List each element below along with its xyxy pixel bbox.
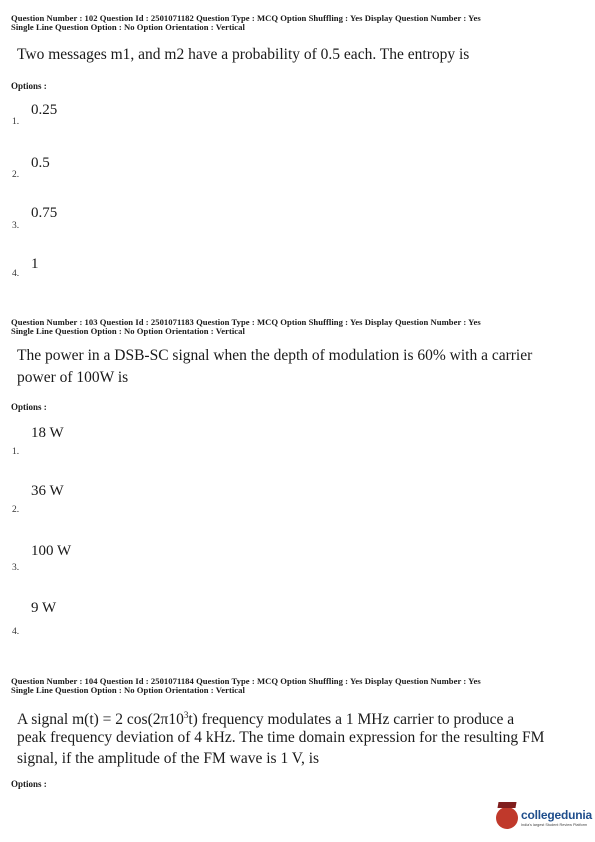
question-104-text-line1-pre: A signal m(t) = 2 cos(2π10 <box>17 711 184 729</box>
question-103-option-3-value: 100 W <box>31 543 72 559</box>
question-102-option-1-number: 1. <box>12 117 20 127</box>
question-103-option-4-number: 4. <box>12 627 20 637</box>
question-102-option-4-number: 4. <box>12 269 20 279</box>
logo-badge-icon <box>496 807 518 829</box>
question-104-text-line3: signal, if the amplitude of the FM wave is 1 V, is <box>17 750 320 767</box>
question-103-option-1-number: 1. <box>12 447 20 457</box>
question-102-option-2-number: 2. <box>12 170 20 180</box>
question-103-options-label: Options : <box>11 402 47 412</box>
question-103-option-2-number: 2. <box>12 505 20 515</box>
question-103-meta-line2: Single Line Question Option : No Option Orientation : Vertical <box>11 326 245 336</box>
question-103-option-3-number: 3. <box>12 563 20 573</box>
question-103-option-2-value: 36 W <box>31 483 64 499</box>
question-104-text-line2: peak frequency deviation of 4 kHz. The time domain expression for the resulting FM <box>17 729 545 746</box>
question-103-option-4-value: 9 W <box>31 600 57 616</box>
question-102-option-3-number: 3. <box>12 221 20 231</box>
question-102-options-label: Options : <box>11 81 47 91</box>
question-102-option-2-value: 0.5 <box>31 155 50 171</box>
question-102-option-4-value: 1 <box>31 256 39 272</box>
question-103-option-1-value: 18 W <box>31 425 64 441</box>
question-104-text-line1-post: t) frequency modulates a 1 MHz carrier to produce a <box>188 711 515 729</box>
question-102-option-1-value: 0.25 <box>31 102 58 118</box>
question-102-meta-line2: Single Line Question Option : No Option Orientation : Vertical <box>11 22 245 32</box>
question-104-meta-line1: Question Number : 104 Question Id : 2501071184 Question Type : MCQ Option Shuffling : Yes Display Question Number : Yes <box>11 676 481 686</box>
question-103-text-line2: power of 100W is <box>17 369 129 386</box>
logo-tagline: India's largest Student Review Platform <box>521 823 588 827</box>
question-104-meta-line2: Single Line Question Option : No Option Orientation : Vertical <box>11 685 245 695</box>
collegedunia-logo <box>496 801 592 837</box>
question-103-meta-line1: Question Number : 103 Question Id : 2501071183 Question Type : MCQ Option Shuffling : Yes Display Question Number : Yes <box>11 317 481 327</box>
question-102-meta-line1: Question Number : 102 Question Id : 2501071182 Question Type : MCQ Option Shuffling : Yes Display Question Number : Yes <box>11 13 481 23</box>
logo-name: collegedunia <box>521 808 592 822</box>
question-102-option-3-value: 0.75 <box>31 205 58 221</box>
question-102-text: Two messages m1, and m2 have a probability of 0.5 each. The entropy is <box>17 46 470 63</box>
question-103-text-line1: The power in a DSB-SC signal when the depth of modulation is 60% with a carrier <box>17 347 533 364</box>
graduation-cap-icon <box>497 802 516 808</box>
question-104-options-label: Options : <box>11 779 47 789</box>
question-104-text-line1-sup: 3 <box>183 710 189 720</box>
